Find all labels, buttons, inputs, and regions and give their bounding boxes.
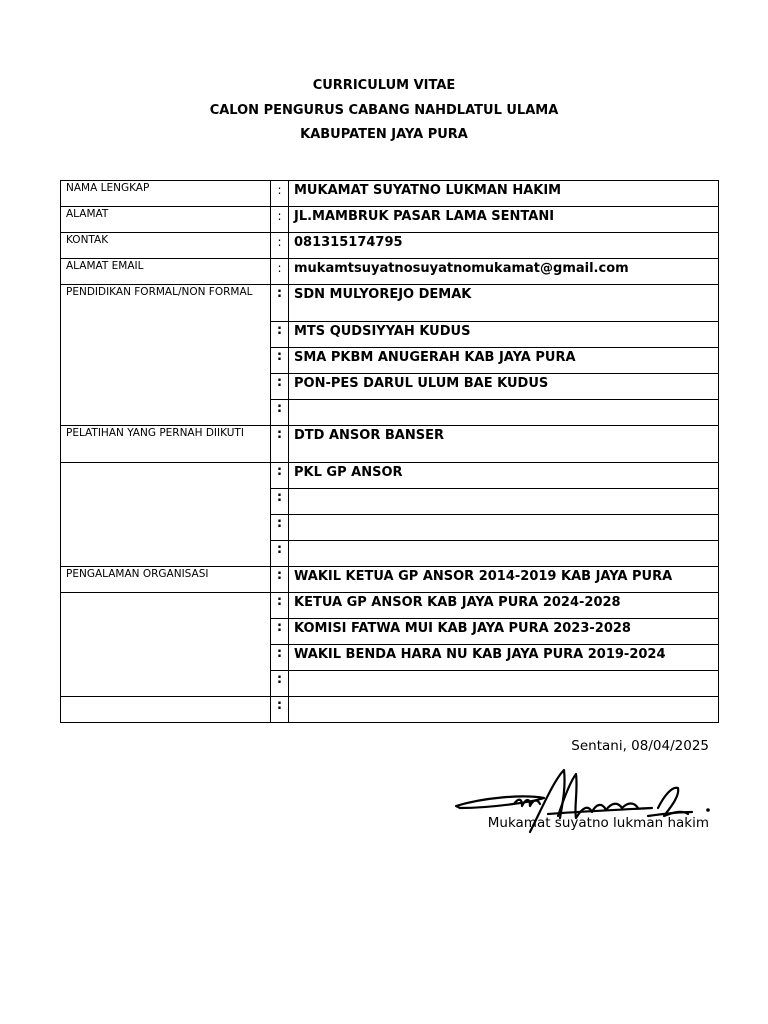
row-value: WAKIL BENDA HARA NU KAB JAYA PURA 2019-2024 xyxy=(289,645,719,671)
row-label: PENGALAMAN ORGANISASI xyxy=(61,567,271,593)
row-label: NAMA LENGKAP xyxy=(61,181,271,207)
row-value xyxy=(289,515,719,541)
colon: : xyxy=(271,489,289,515)
colon: : xyxy=(271,259,289,285)
signatory-name: Mukamat suyatno lukman hakim xyxy=(487,815,709,831)
table-row xyxy=(61,181,719,207)
row-value xyxy=(289,541,719,567)
title-line-1: CURRICULUM VITAE xyxy=(312,78,456,93)
row-label-empty xyxy=(61,697,271,723)
colon: : xyxy=(271,374,289,400)
colon: : xyxy=(271,515,289,541)
colon: : xyxy=(271,426,289,463)
colon: : xyxy=(271,181,289,207)
colon: : xyxy=(271,348,289,374)
row-value xyxy=(289,400,719,426)
table-row xyxy=(61,285,719,322)
row-label: PELATIHAN YANG PERNAH DIIKUTI xyxy=(61,426,271,463)
colon: : xyxy=(271,207,289,233)
row-value: SMA PKBM ANUGERAH KAB JAYA PURA xyxy=(289,348,719,374)
row-value: mukamtsuyatnosuyatnomukamat@gmail.com xyxy=(289,259,719,285)
row-value: KETUA GP ANSOR KAB JAYA PURA 2024-2028 xyxy=(289,593,719,619)
colon: : xyxy=(271,593,289,619)
colon: : xyxy=(271,645,289,671)
row-label-empty xyxy=(61,593,271,697)
colon: : xyxy=(271,233,289,259)
row-value: 081315174795 xyxy=(289,233,719,259)
row-value: KOMISI FATWA MUI KAB JAYA PURA 2023-2028 xyxy=(289,619,719,645)
row-value: JL.MAMBRUK PASAR LAMA SENTANI xyxy=(289,207,719,233)
colon: : xyxy=(271,322,289,348)
row-value xyxy=(289,489,719,515)
colon: : xyxy=(271,463,289,489)
colon: : xyxy=(271,541,289,567)
table-row xyxy=(61,207,719,233)
colon: : xyxy=(271,671,289,697)
table-row xyxy=(61,593,719,619)
row-value: MTS QUDSIYYAH KUDUS xyxy=(289,322,719,348)
row-value: DTD ANSOR BANSER xyxy=(289,426,719,463)
row-label: PENDIDIKAN FORMAL/NON FORMAL xyxy=(61,285,271,426)
row-value: PKL GP ANSOR xyxy=(289,463,719,489)
colon: : xyxy=(271,697,289,723)
table-row xyxy=(61,259,719,285)
title-line-3: KABUPATEN JAYA PURA xyxy=(300,127,468,142)
table-row xyxy=(61,697,719,723)
table-row xyxy=(61,463,719,489)
document-title xyxy=(0,76,768,150)
row-value: WAKIL KETUA GP ANSOR 2014-2019 KAB JAYA PURA xyxy=(289,567,719,593)
row-value: PON-PES DARUL ULUM BAE KUDUS xyxy=(289,374,719,400)
row-label-empty xyxy=(61,463,271,567)
table-row xyxy=(61,426,719,463)
row-label: ALAMAT xyxy=(61,207,271,233)
row-value xyxy=(289,671,719,697)
colon: : xyxy=(271,567,289,593)
row-label: KONTAK xyxy=(61,233,271,259)
row-label: ALAMAT EMAIL xyxy=(61,259,271,285)
title-line-2: CALON PENGURUS CABANG NAHDLATUL ULAMA xyxy=(209,102,559,118)
colon: : xyxy=(271,619,289,645)
table-row xyxy=(61,233,719,259)
row-value: SDN MULYOREJO DEMAK xyxy=(289,285,719,322)
place-date: Sentani, 08/04/2025 xyxy=(571,738,709,754)
colon: : xyxy=(271,400,289,426)
cv-table xyxy=(60,180,719,723)
table-row xyxy=(61,567,719,593)
row-value: MUKAMAT SUYATNO LUKMAN HAKIM xyxy=(289,181,719,207)
row-value xyxy=(289,697,719,723)
colon: : xyxy=(271,285,289,322)
